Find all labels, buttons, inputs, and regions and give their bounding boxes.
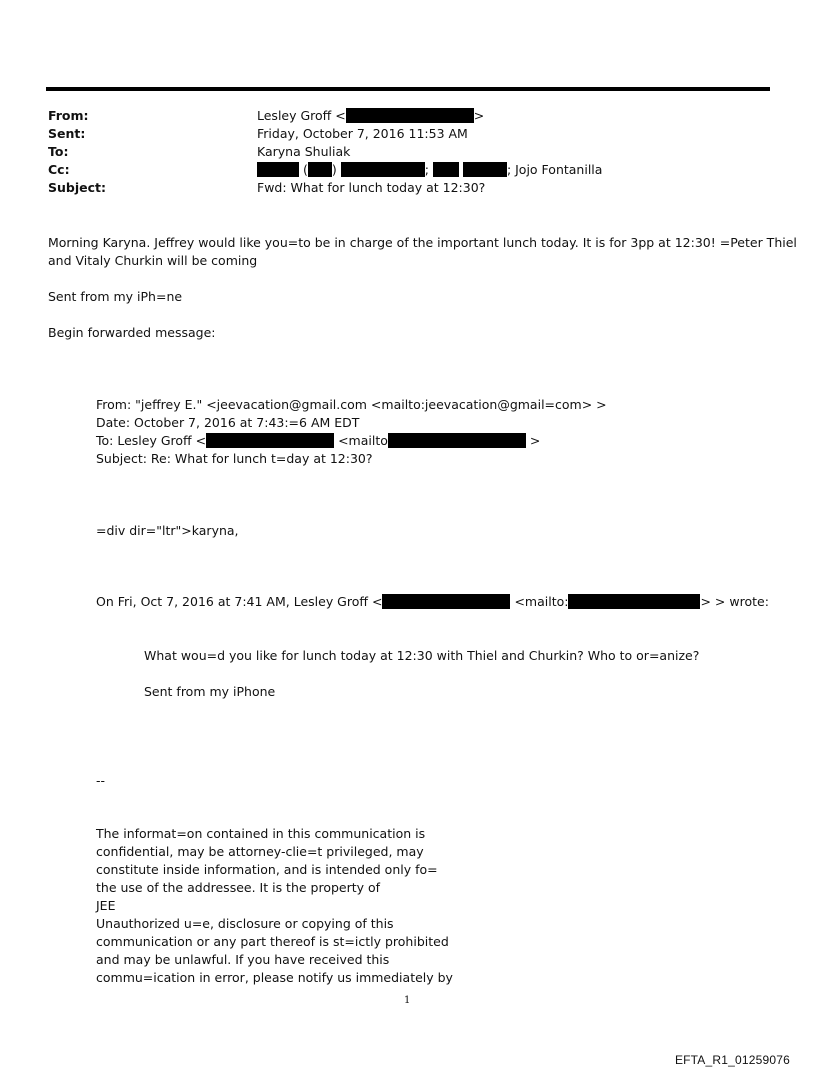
quoted-signature: Sent from my iPhone [144, 684, 276, 699]
forwarded-to-mailto: <mailto [338, 433, 388, 448]
redaction-box [568, 594, 700, 609]
disclaimer-line: and may be unlawful. If you have received this [96, 952, 390, 967]
header-rule [46, 87, 770, 91]
to-value: Karyna Shuliak [257, 144, 351, 159]
message-line-2: and Vitaly Churkin will be coming [48, 253, 258, 268]
cc-paren-close: ) [331, 162, 337, 177]
redaction-box [257, 162, 299, 177]
sent-label: Sent: [48, 126, 86, 141]
forwarded-date: Date: October 7, 2016 at 7:43:=6 AM EDT [96, 415, 360, 430]
bates-number: EFTA_R1_01259076 [674, 1053, 790, 1067]
cc-paren-open: ( [302, 162, 308, 177]
to-label: To: [48, 144, 69, 159]
redaction-box [463, 162, 507, 177]
cc-semicolon: ; [424, 162, 429, 177]
attribution-prefix: On Fri, Oct 7, 2016 at 7:41 AM, Lesley Groff < [96, 594, 383, 609]
disclaimer-line: constitute inside information, and is intended only fo= [96, 862, 438, 877]
page-number: 1 [404, 995, 411, 1006]
sent-value: Friday, October 7, 2016 11:53 AM [257, 126, 468, 141]
forwarded-to [96, 432, 540, 450]
disclaimer-line: JEE [96, 898, 116, 913]
subject-value: Fwd: What for lunch today at 12:30? [257, 180, 486, 195]
cc-tail: ; Jojo Fontanilla [506, 162, 603, 177]
redaction-box [308, 162, 332, 177]
forwarded-div-line: =div dir="ltr">karyna, [96, 523, 239, 538]
from-name: Lesley Groff < [257, 108, 346, 123]
disclaimer-line: communication or any part thereof is st=ictly prohibited [96, 934, 449, 949]
redaction-box [341, 162, 425, 177]
disclaimer-line: commu=ication in error, please notify us immediately by [96, 970, 453, 985]
forwarded-intro: Begin forwarded message: [48, 325, 216, 340]
disclaimer-line: the use of the addressee. It is the property of [96, 880, 381, 895]
quote-attribution [96, 593, 769, 611]
from-close: > [473, 108, 485, 123]
attribution-suffix: > > wrote: [700, 594, 769, 609]
quoted-question: What wou=d you like for lunch today at 12:30 with Thiel and Churkin? Who to or=anize? [144, 648, 700, 663]
redaction-box [382, 594, 510, 609]
attribution-mailto: <mailto: [514, 594, 569, 609]
redaction-box [346, 108, 474, 123]
forwarded-to-close: > [529, 433, 541, 448]
disclaimer-line: The informat=on contained in this communication is [96, 826, 426, 841]
from-value [257, 107, 484, 125]
forwarded-from: From: "jeffrey E." <jeevacation@gmail.com <mailto:jeevacation@gmail=com> > [96, 397, 607, 412]
redaction-box [433, 162, 459, 177]
signature-separator: -- [96, 773, 106, 788]
disclaimer-line: confidential, may be attorney-clie=t privileged, may [96, 844, 424, 859]
forwarded-subject: Subject: Re: What for lunch t=day at 12:30? [96, 451, 373, 466]
disclaimer-line: Unauthorized u=e, disclosure or copying of this [96, 916, 394, 931]
message-line-1: Morning Karyna. Jeffrey would like you=to be in charge of the important lunch today. It is for 3pp at 12:30! =Peter Thiel [48, 235, 797, 250]
message-signature: Sent from my iPh=ne [48, 289, 183, 304]
cc-label: Cc: [48, 162, 70, 177]
subject-label: Subject: [48, 180, 106, 195]
redaction-box [206, 433, 334, 448]
forwarded-to-prefix: To: Lesley Groff < [96, 433, 207, 448]
from-label: From: [48, 108, 89, 123]
cc-value [257, 161, 602, 179]
redaction-box [388, 433, 526, 448]
